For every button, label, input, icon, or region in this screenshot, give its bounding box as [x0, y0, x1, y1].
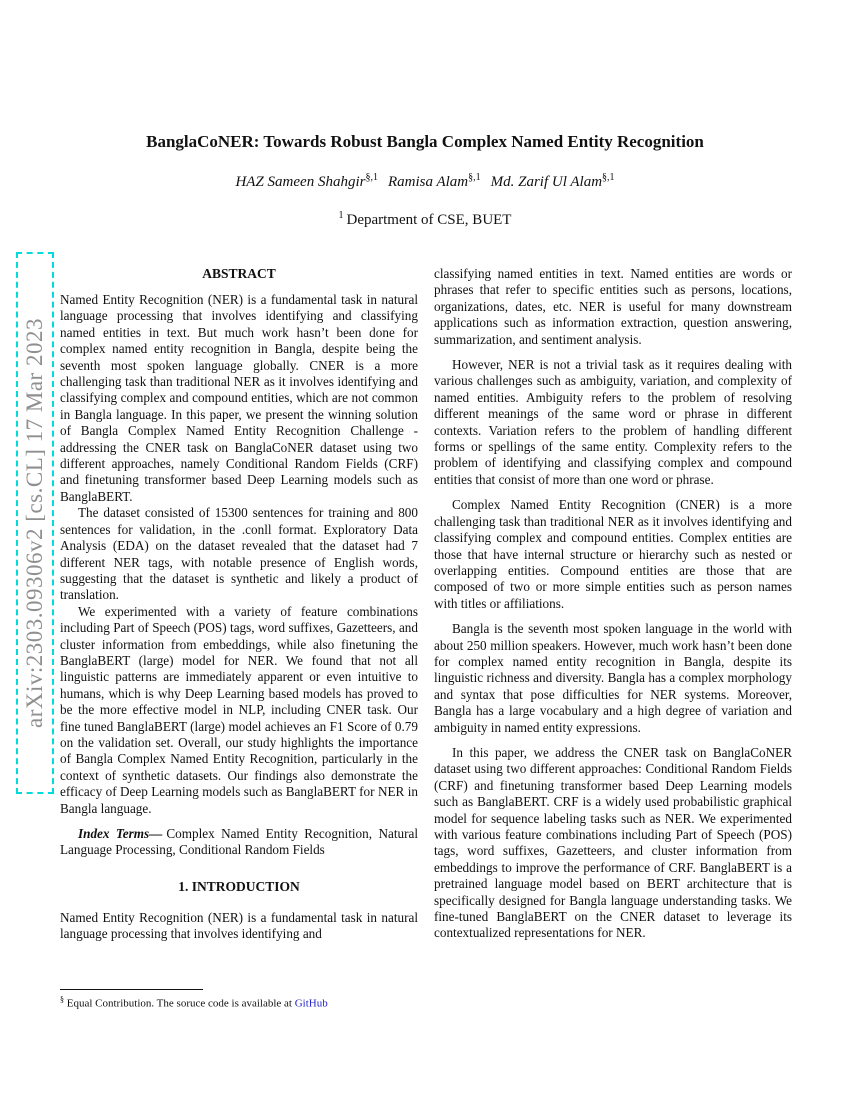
- left-column: [60, 266, 418, 1010]
- footnote-text: § Equal Contribution. The soruce code is available at GitHub: [60, 995, 328, 1010]
- footnote-rule: [60, 989, 203, 990]
- index-terms: [60, 826, 418, 859]
- paragraph-approaches: In this paper, we address the CNER task on BanglaCoNER dataset using two different approaches: Conditional Random Fields (CRF) and finetuning transformer based Deep Learning models such as BanglaBERT. CRF is a widely used probabilistic graphical model for sequence labeling tasks such as NER. We experimented with various feature combinations including Part of Speech (POS) tags, word suffixes, Gazetteers, and cluster information from embeddings to improve the performance of CRF. BanglaBERT is a pretrained language model based on BERT architecture that is specifically designed for Bangla language understanding tasks. We fine-tuned BanglaBERT on the CNER dataset to leverage its contextualized representations for NER.: [434, 744, 792, 941]
- right-column: [434, 266, 792, 1010]
- footnote: [60, 989, 418, 1010]
- author-line: [0, 172, 850, 191]
- footnote-marker: §: [60, 995, 64, 1005]
- index-terms-label: Index Terms—: [78, 826, 163, 841]
- github-link[interactable]: GitHub: [294, 998, 328, 1010]
- intro-continued-paragraph: classifying named entities in text. Named entities are words or phrases that refer to specific entities such as persons, locations, organizations, dates, etc. NER is useful for many downstream applications such as information extraction, question answering, summarization, and sentiment analysis.: [434, 266, 792, 347]
- paragraph-ner-challenges: However, NER is not a trivial task as it requires dealing with various challenges such as ambiguity, variation, and complexity of named entities. Ambiguity refers to the problem of resolving different meanings of the same word or phrase in different contexts. Variation refers to the problem of handling different forms or spellings of the same entity. Complexity refers to the problem of identifying and classifying complex and compound entities that consist of more than one word or phrase.: [434, 357, 792, 487]
- index-terms-text: Complex Named Entity Recognition, Natural Language Processing, Conditional Random Fields: [60, 826, 418, 858]
- author-2: Ramisa Alam$^{\S,1}$: [387, 172, 481, 190]
- author-1-footnote-marker: §,1: [365, 172, 378, 183]
- two-column-body: [60, 266, 792, 1010]
- author-2-footnote-marker: §,1: [468, 172, 481, 183]
- introduction-paragraph-left: Named Entity Recognition (NER) is a fundamental task in natural language processing that involves identifying and: [60, 909, 418, 942]
- abstract-paragraph-3: We experimented with a variety of feature combinations including Part of Speech (POS) tags, word suffixes, Gazetteers, and cluster information from embeddings, while also finetuning the BanglaBERT (large) model for NER. We found that not all linguistic patterns are immediately apparent or even intuitive to humans, which is why Deep Learning based models has proved to be the more effective model in NLP, including CNER task. Our fine tuned BanglaBERT (large) model achieves an F1 Score of 0.79 on the validation set. Overall, our study highlights the importance of Bangla Complex Named Entity Recognition, particularly in the context of synthetic datasets. Our findings also demonstrate the efficacy of Deep Learning models such as BanglaBERT for NER in Bangla language.: [60, 603, 418, 816]
- paragraph-cner-definition: Complex Named Entity Recognition (CNER) is a more challenging task than traditional NER as it involves identifying and classifying complex and compound entities. Complex entities are those that have internal structure or hierarchy such as nested or overlapping entities. Compound entities are those that are composed of two or more simple entities such as person names with titles or affiliations.: [434, 497, 792, 611]
- abstract-paragraph-2: The dataset consisted of 15300 sentences for training and 800 sentences for validation, in the .conll format. Exploratory Data Analysis (EDA) on the dataset revealed that the dataset had 7 different NER tags, with notable presence of English words, suggesting that the dataset is synthetic and likely a product of translation.: [60, 505, 418, 603]
- arxiv-stamp: [16, 252, 54, 794]
- affiliation-marker: 1: [338, 210, 344, 221]
- author-3: Md. Zarif Ul Alam$^{\S,1}$: [490, 172, 615, 190]
- abstract-heading: ABSTRACT: [202, 266, 276, 281]
- paragraph-bangla-language: Bangla is the seventh most spoken language in the world with about 250 million speakers. However, much work hasn’t been done for complex named entity recognition in Bangla, despite its linguistic richness and diversity. Bangla has a complex morphology and syntax that pose difficulties for NER systems. Moreover, Bangla has a large vocabulary and a high degree of variation and ambiguity in named entity expressions.: [434, 621, 792, 735]
- author-1: HAZ Sameen Shahgir$^{\S,1}$: [235, 172, 378, 190]
- author-3-footnote-marker: §,1: [602, 172, 615, 183]
- arxiv-stamp-text: arXiv:2303.09306v2 [cs.CL] 17 Mar 2023: [22, 318, 48, 728]
- paper-title: BanglaCoNER: Towards Robust Bangla Complex Named Entity Recognition: [146, 132, 704, 151]
- abstract-paragraph-1: Named Entity Recognition (NER) is a fundamental task in natural language processing that involves identifying and classifying named entities in text. But much work hasn’t been done for complex named entity recognition in Bangla, despite being the seventh most spoken language globally. CNER is a more challenging task than traditional NER as it involves identifying and classifying complex and compound entities, which are not common in Bangla language. In this paper, we present the winning solution of Bangla Complex Named Entity Recognition Challenge - addressing the CNER task on BanglaCoNER dataset using two different approaches, namely Conditional Random Fields (CRF) and finetuning transformer based Deep Learning models such as BanglaBERT.: [60, 292, 418, 504]
- affiliation: $^1$ Department of CSE, BUET: [338, 210, 512, 228]
- section-heading-introduction: 1. INTRODUCTION: [178, 878, 300, 894]
